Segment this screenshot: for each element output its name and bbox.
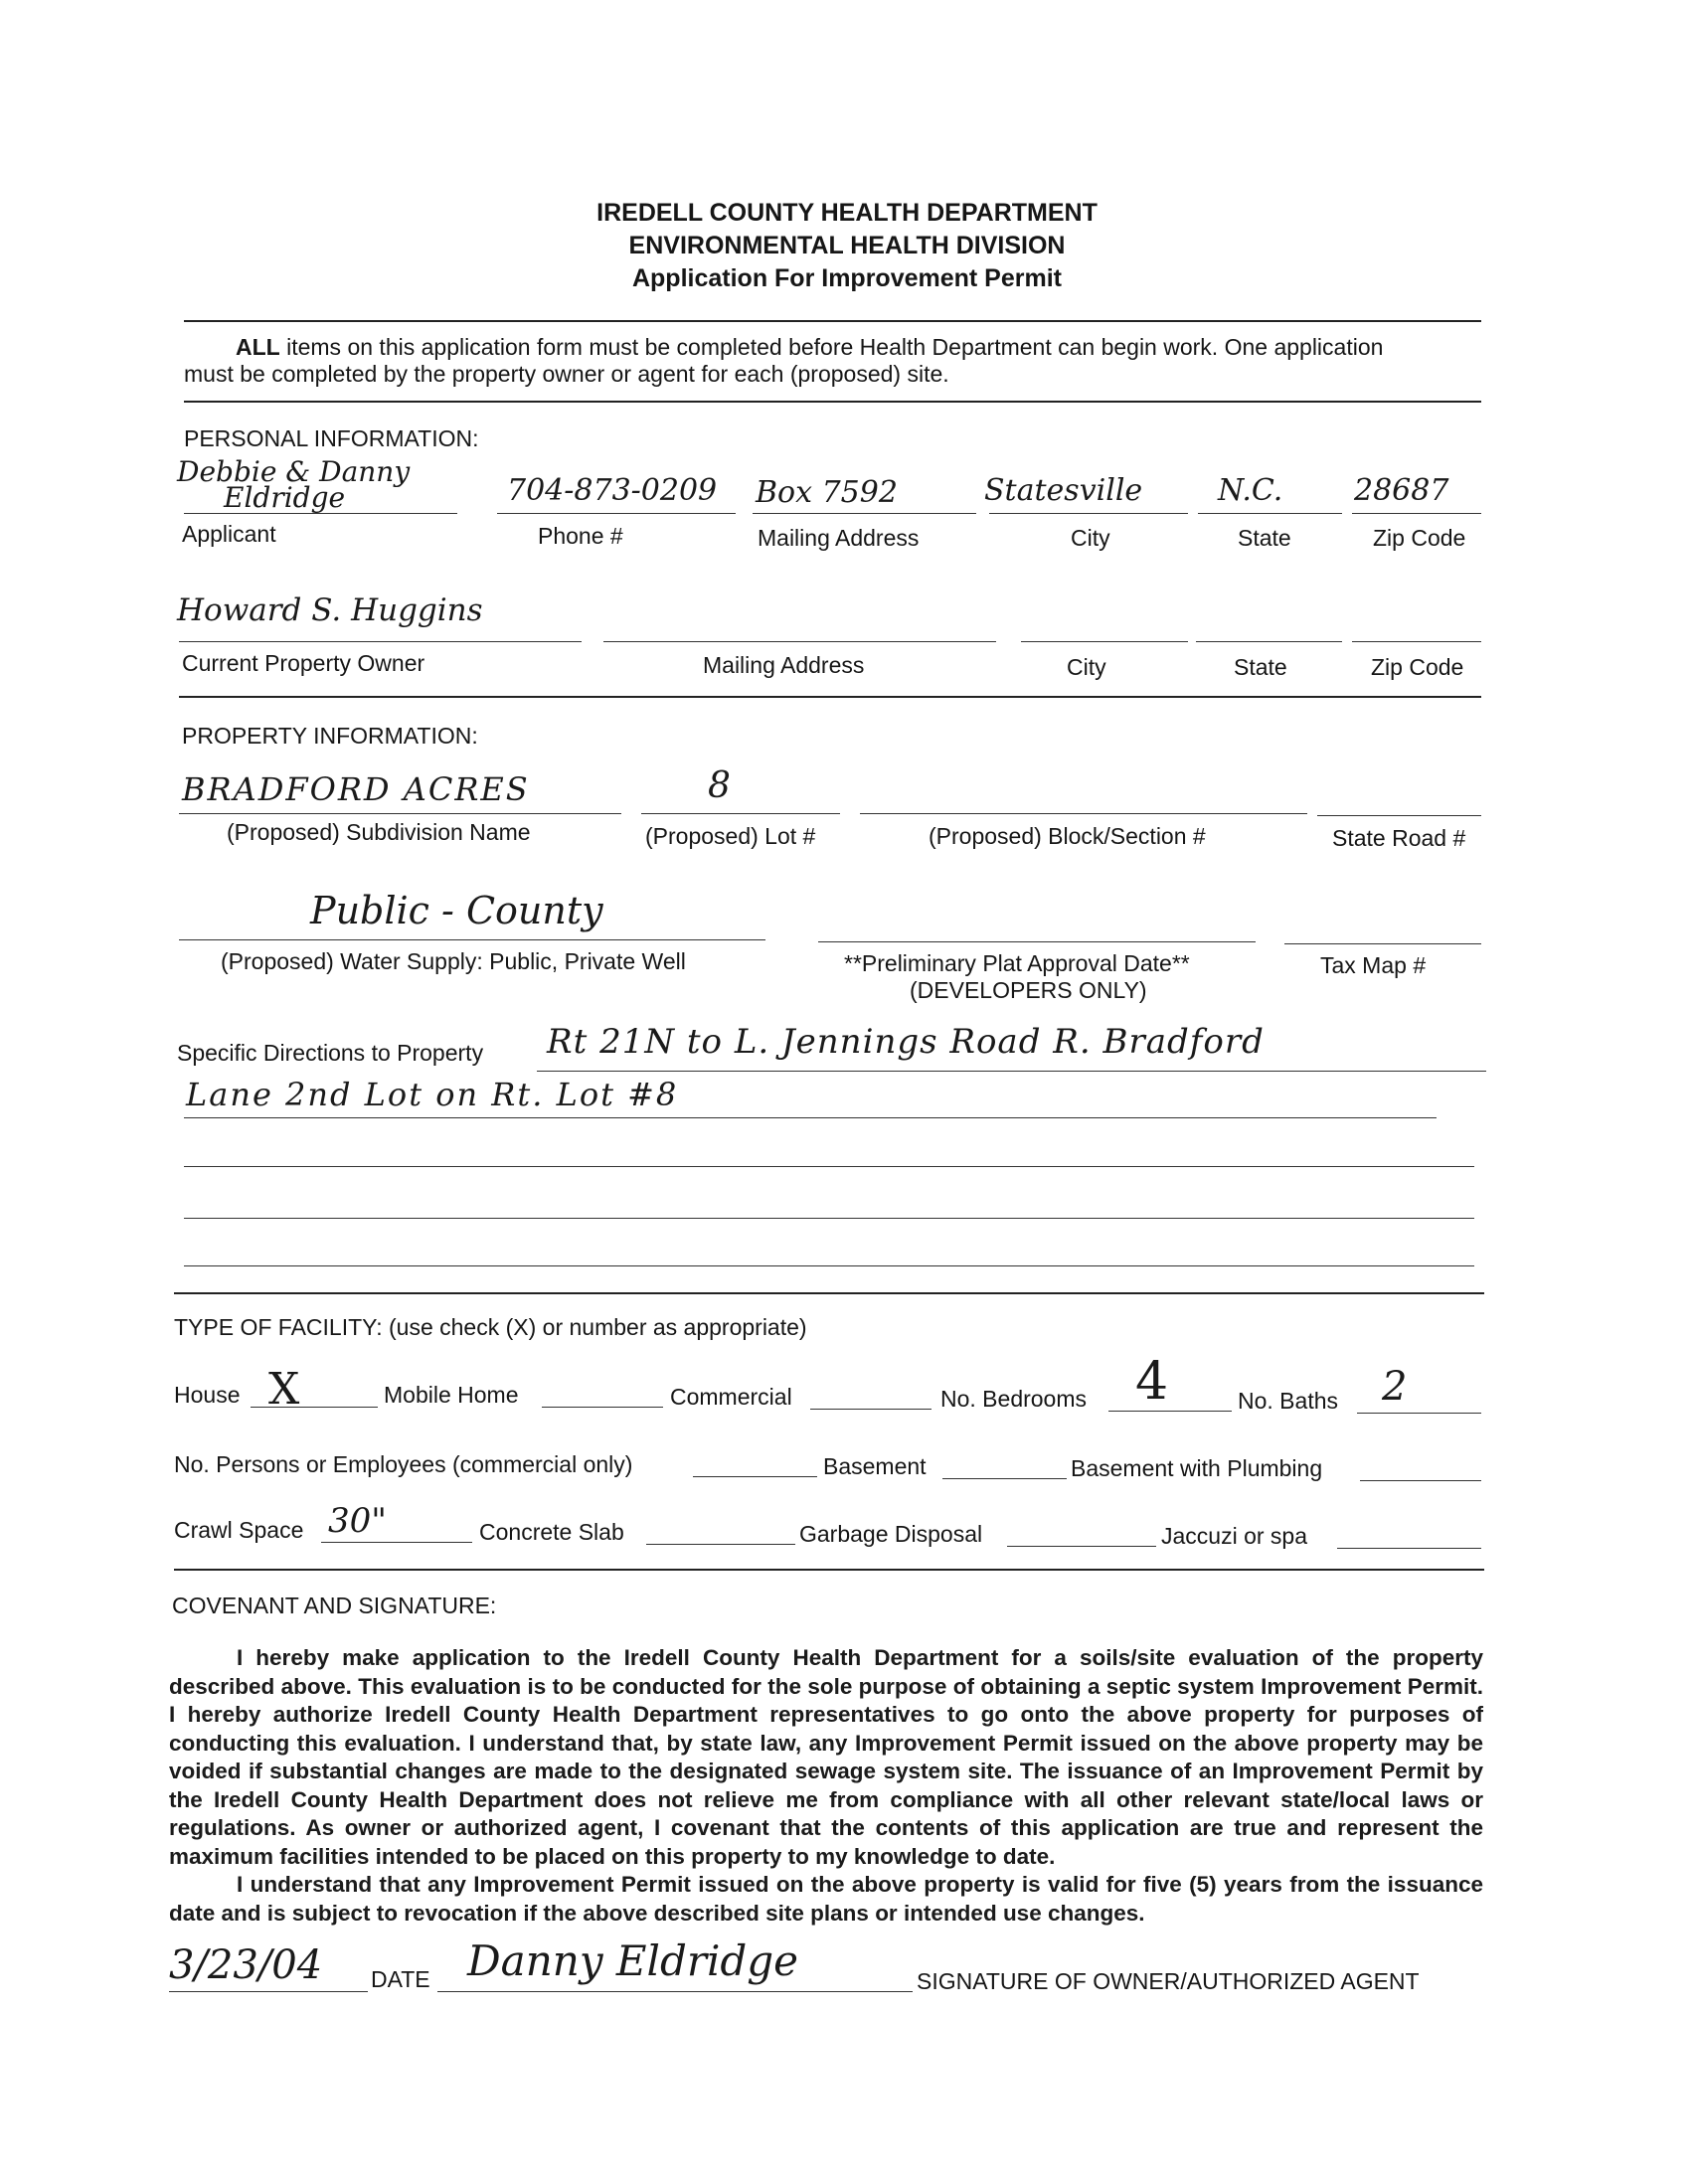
city-label: City: [1071, 525, 1110, 551]
owner-value[interactable]: Howard S. Huggins: [177, 592, 483, 628]
owner-state-field-line: [1196, 641, 1342, 642]
applicant-state-value[interactable]: N.C.: [1218, 473, 1283, 508]
owner-city-label: City: [1067, 654, 1106, 680]
owner-zip-field-line: [1352, 641, 1481, 642]
applicant-phone-value[interactable]: 704-873-0209: [507, 473, 718, 508]
block-section-label: (Proposed) Block/Section #: [929, 823, 1206, 849]
basement-field-line: [942, 1478, 1067, 1479]
house-value[interactable]: X: [268, 1364, 300, 1415]
bedrooms-field-line: [1108, 1411, 1232, 1412]
phone-label: Phone #: [538, 523, 623, 549]
block-field-line: [860, 813, 1307, 814]
subdivision-value[interactable]: BRADFORD ACRES: [182, 770, 530, 808]
state-label: State: [1238, 525, 1291, 551]
lot-label: (Proposed) Lot #: [645, 823, 816, 849]
developers-only-label: (DEVELOPERS ONLY): [910, 977, 1147, 1003]
concrete-slab-field-line: [646, 1544, 795, 1545]
basement-plumbing-label: Basement with Plumbing: [1071, 1455, 1323, 1481]
water-supply-field-line: [179, 939, 765, 940]
owner-zip-label: Zip Code: [1371, 654, 1464, 680]
basement-label: Basement: [823, 1453, 927, 1479]
plat-approval-label: **Preliminary Plat Approval Date**: [844, 950, 1190, 976]
signature-field-line: [437, 1991, 913, 1992]
mailing-address-label: Mailing Address: [758, 525, 920, 551]
jacuzzi-label: Jaccuzi or spa: [1161, 1523, 1308, 1549]
owner-mailing-field-line: [603, 641, 996, 642]
intro-line2: must be completed by the property owner or agent for each (proposed) site.: [184, 361, 949, 387]
applicant-name-line2[interactable]: Eldridge: [224, 481, 346, 514]
date-value[interactable]: 3/23/04: [169, 1942, 323, 1988]
subdivision-label: (Proposed) Subdivision Name: [227, 819, 531, 845]
property-section-label: PROPERTY INFORMATION:: [182, 723, 478, 749]
bedrooms-value[interactable]: 4: [1135, 1352, 1169, 1412]
mailing-field-line: [753, 513, 976, 514]
plat-date-field-line: [818, 941, 1256, 942]
facility-section-label: TYPE OF FACILITY: (use check (X) or number as appropriate): [174, 1314, 807, 1340]
concrete-slab-label: Concrete Slab: [479, 1519, 624, 1545]
date-label: DATE: [371, 1966, 430, 1992]
mobile-home-field-line: [542, 1407, 663, 1408]
bedrooms-label: No. Bedrooms: [940, 1386, 1088, 1412]
zip-code-label: Zip Code: [1373, 525, 1466, 551]
water-supply-value[interactable]: Public - County: [310, 889, 603, 932]
directions-field-line-1: [537, 1071, 1486, 1072]
header-department: IREDELL COUNTY HEALTH DEPARTMENT: [596, 199, 1098, 227]
baths-value[interactable]: 2: [1382, 1364, 1408, 1410]
tax-map-field-line: [1284, 943, 1481, 944]
tax-map-label: Tax Map #: [1320, 952, 1427, 978]
crawl-space-label: Crawl Space: [174, 1517, 304, 1543]
owner-state-label: State: [1234, 654, 1287, 680]
date-field-line: [169, 1991, 368, 1992]
directions-value-line1[interactable]: Rt 21N to L. Jennings Road R. Bradford: [547, 1022, 1265, 1062]
intro-rule: [184, 401, 1481, 403]
lot-field-line: [641, 813, 840, 814]
garbage-disposal-field-line: [1007, 1546, 1156, 1547]
directions-value-line2[interactable]: Lane 2nd Lot on Rt. Lot #8: [186, 1076, 679, 1113]
applicant-zip-value[interactable]: 28687: [1354, 473, 1449, 508]
covenant-text: [169, 1644, 1483, 1928]
owner-city-field-line: [1021, 641, 1188, 642]
state-road-label: State Road #: [1332, 825, 1466, 851]
lot-value[interactable]: 8: [708, 765, 731, 806]
applicant-field-line: [184, 513, 457, 514]
basement-plumbing-field-line: [1360, 1480, 1481, 1481]
covenant-section-label: COVENANT AND SIGNATURE:: [172, 1593, 497, 1618]
directions-field-line-3: [184, 1166, 1474, 1167]
applicant-city-value[interactable]: Statesville: [984, 473, 1143, 508]
persons-label: No. Persons or Employees (commercial only): [174, 1451, 633, 1477]
zip-field-line: [1352, 513, 1481, 514]
signature-label: SIGNATURE OF OWNER/AUTHORIZED AGENT: [917, 1968, 1420, 1994]
baths-field-line: [1357, 1413, 1481, 1414]
intro-line1: ALL items on this application form must be completed before Health Department can begin work. One application: [236, 334, 1384, 360]
crawl-space-field-line: [321, 1542, 472, 1543]
directions-field-line-2: [184, 1117, 1437, 1118]
owner-mailing-label: Mailing Address: [703, 652, 865, 678]
persons-field-line: [693, 1476, 817, 1477]
applicant-name-line1[interactable]: Debbie & Danny: [177, 455, 411, 488]
state-road-field-line: [1317, 815, 1481, 816]
current-owner-label: Current Property Owner: [182, 650, 425, 676]
commercial-label: Commercial: [670, 1384, 792, 1410]
phone-field-line: [497, 513, 736, 514]
applicant-mailing-value[interactable]: Box 7592: [756, 475, 898, 510]
house-label: House: [174, 1382, 241, 1408]
personal-section-rule: [179, 696, 1481, 698]
directions-field-line-5: [184, 1265, 1474, 1266]
signature-value[interactable]: Danny Eldridge: [467, 1936, 799, 1985]
commercial-field-line: [810, 1409, 932, 1410]
directions-label: Specific Directions to Property: [177, 1040, 484, 1066]
state-field-line: [1198, 513, 1342, 514]
facility-section-rule: [174, 1569, 1484, 1571]
covenant-paragraph-1: I hereby make application to the Iredell County Health Department for a soils/site evaluation of the property described above. This evaluation is to be conducted for the sole purpose of obtaining a septic system Improvement Permit. I hereby authorize Iredell County Health Department representatives to go onto the above property for purposes of conducting this evaluation. I understand that, by state law, any Improvement Permit issued on the above property may be voided if substantial changes are made to the designated sewage system site. The issuance of an Improvement Permit by the Iredell County Health Department does not relieve me from compliance with all other relevant state/local laws or regulations. As owner or authorized agent, I covenant that the contents of this application are true and represent the maximum facilities intended to be placed on this property to my knowledge to date.: [169, 1645, 1483, 1869]
directions-field-line-4: [184, 1218, 1474, 1219]
jacuzzi-field-line: [1337, 1548, 1481, 1549]
water-supply-label: (Proposed) Water Supply: Public, Private Well: [221, 948, 686, 974]
header-form-title: Application For Improvement Permit: [631, 264, 1062, 292]
crawl-space-value[interactable]: 30": [328, 1501, 387, 1541]
mobile-home-label: Mobile Home: [384, 1382, 519, 1408]
personal-section-label: PERSONAL INFORMATION:: [184, 425, 479, 451]
applicant-label: Applicant: [182, 521, 276, 547]
subdivision-field-line: [179, 813, 621, 814]
header-division: ENVIRONMENTAL HEALTH DIVISION: [628, 232, 1066, 259]
header-rule: [184, 320, 1481, 322]
property-section-rule: [174, 1292, 1484, 1294]
garbage-disposal-label: Garbage Disposal: [799, 1521, 983, 1547]
covenant-paragraph-2: I understand that any Improvement Permit issued on the above property is valid for five (5) years from the issuance date and is subject to revocation if the above described site plans or intended use changes.: [169, 1872, 1483, 1926]
owner-field-line: [179, 641, 582, 642]
house-field-line: [251, 1407, 378, 1408]
baths-label: No. Baths: [1238, 1388, 1338, 1414]
city-field-line: [989, 513, 1188, 514]
